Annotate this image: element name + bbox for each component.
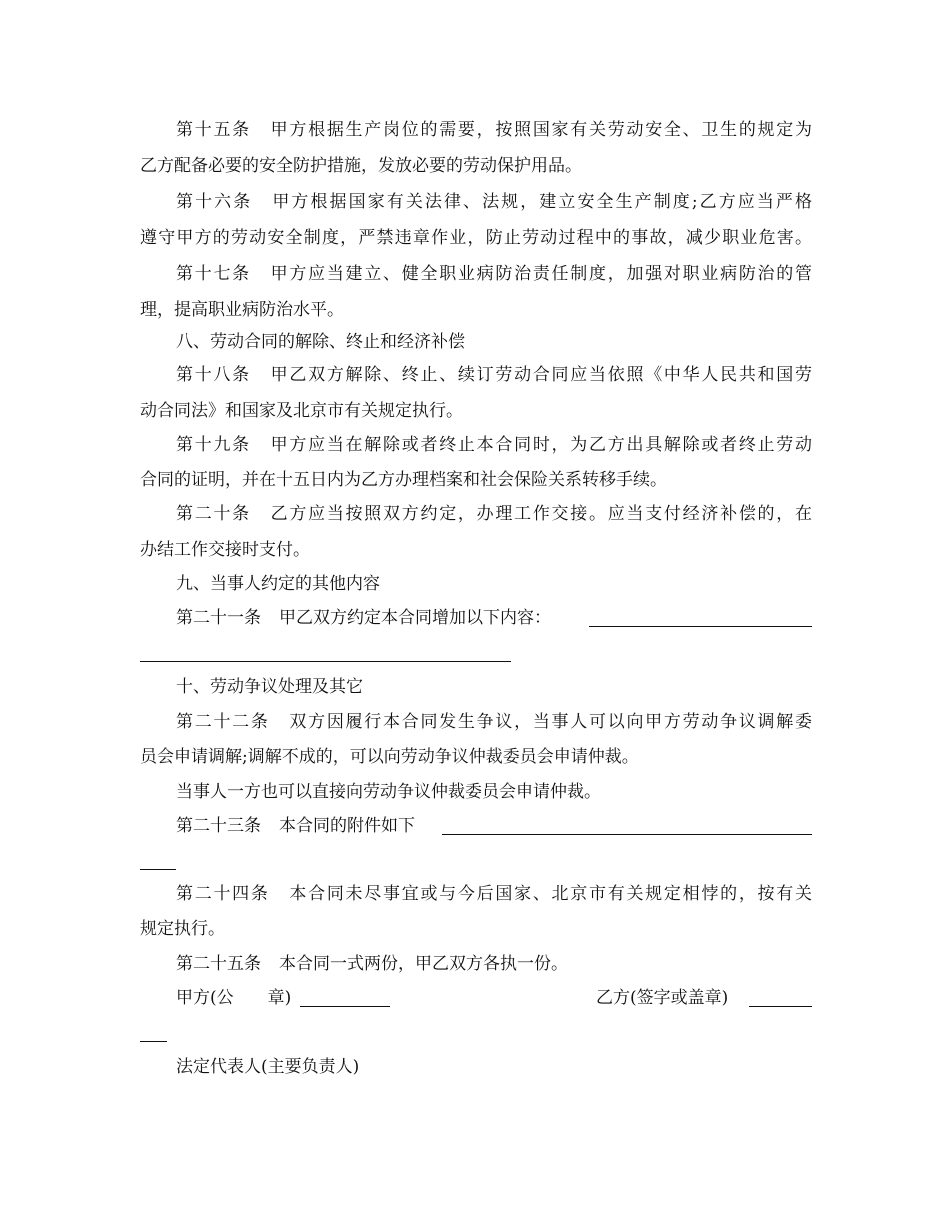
article-21-label: 第二十一条 xyxy=(176,608,261,628)
article-20-line1 xyxy=(176,503,812,525)
article-24-label: 第二十四条 xyxy=(176,884,270,904)
article-22-line1 xyxy=(176,711,812,733)
party-a-blank-line[interactable] xyxy=(300,1006,390,1007)
article-21-blank-line-2 xyxy=(140,661,511,662)
article-15-line2: 乙方配备必要的安全防护措施，发放必要的劳动保护用品。 xyxy=(140,156,582,176)
article-18-line2: 动合同法》和国家及北京市有关规定执行。 xyxy=(140,401,463,421)
party-b-signature xyxy=(596,987,728,1009)
party-b-label: 乙方(签字或盖章) xyxy=(596,988,729,1008)
article-25-text: 本合同一式两份，甲乙双方各执一份。 xyxy=(279,954,568,974)
article-15-text: 甲方根据生产岗位的需要，按照国家有关劳动安全、卫生的规定为 xyxy=(268,120,812,140)
article-21-text: 甲乙双方约定本合同增加以下内容： xyxy=(279,608,551,628)
article-19-label: 第十九条 xyxy=(176,435,251,455)
article-24-line1 xyxy=(176,883,812,905)
article-17-text: 甲方应当建立、健全职业病防治责任制度，加强对职业病防治的管 xyxy=(268,264,812,284)
article-20-label: 第二十条 xyxy=(176,504,251,524)
section-9-heading: 九、当事人约定的其他内容 xyxy=(176,574,380,594)
article-20-line2: 办结工作交接时支付。 xyxy=(140,540,310,560)
article-17-line1 xyxy=(176,263,812,285)
article-23-blank-line-1 xyxy=(442,834,812,835)
section-8-heading: 八、劳动合同的解除、终止和经济补偿 xyxy=(176,332,465,352)
article-17-label: 第十七条 xyxy=(176,264,251,284)
article-16-line1 xyxy=(176,191,812,213)
article-18-text: 甲乙双方解除、终止、续订劳动合同应当依照《中华人民共和国劳 xyxy=(268,365,812,385)
party-b-blank-line-2 xyxy=(140,1041,167,1042)
article-23-text: 本合同的附件如下 xyxy=(279,816,415,836)
article-24-text: 本合同未尽事宜或与今后国家、北京市有关规定相悖的，按有关 xyxy=(287,884,812,904)
article-17-line2: 理，提高职业病防治水平。 xyxy=(140,300,344,320)
article-25-line1 xyxy=(176,953,812,975)
article-23-blank-line-2 xyxy=(140,869,176,870)
article-20-text: 乙方应当按照双方约定，办理工作交接。应当支付经济补偿的，在 xyxy=(268,504,812,524)
article-23-label: 第二十三条 xyxy=(176,816,261,836)
article-15-line1 xyxy=(176,119,812,141)
article-25-label: 第二十五条 xyxy=(176,954,261,974)
article-18-line1 xyxy=(176,364,812,386)
article-22-line2: 员会申请调解;调解不成的，可以向劳动争议仲裁委员会申请仲裁。 xyxy=(140,747,639,767)
article-19-text: 甲方应当在解除或者终止本合同时，为乙方出具解除或者终止劳动 xyxy=(268,435,812,455)
article-16-label: 第十六条 xyxy=(176,192,253,212)
party-b-blank-line-1[interactable] xyxy=(749,1006,812,1007)
article-16-text: 甲方根据国家有关法律、法规，建立安全生产制度;乙方应当严格 xyxy=(270,192,812,212)
article-19-line2: 合同的证明，并在十五日内为乙方办理档案和社会保险关系转移手续。 xyxy=(140,470,667,490)
article-15-label: 第十五条 xyxy=(176,120,251,140)
party-a-label: 甲方(公 章) xyxy=(176,988,292,1008)
article-16-line2: 遵守甲方的劳动安全制度，严禁违章作业，防止劳动过程中的事故，减少职业危害。 xyxy=(140,228,812,248)
article-22-line3: 当事人一方也可以直接向劳动争议仲裁委员会申请仲裁。 xyxy=(176,782,601,802)
article-19-line1 xyxy=(176,434,812,456)
article-18-label: 第十八条 xyxy=(176,365,251,385)
article-21-blank-line-1 xyxy=(589,626,812,627)
section-10-heading: 十、劳动争议处理及其它 xyxy=(176,677,363,697)
article-22-label: 第二十二条 xyxy=(176,712,270,732)
article-24-line2: 规定执行。 xyxy=(140,919,225,939)
article-22-text: 双方因履行本合同发生争议，当事人可以向甲方劳动争议调解委 xyxy=(287,712,812,732)
legal-representative-label: 法定代表人(主要负责人) xyxy=(176,1057,360,1077)
